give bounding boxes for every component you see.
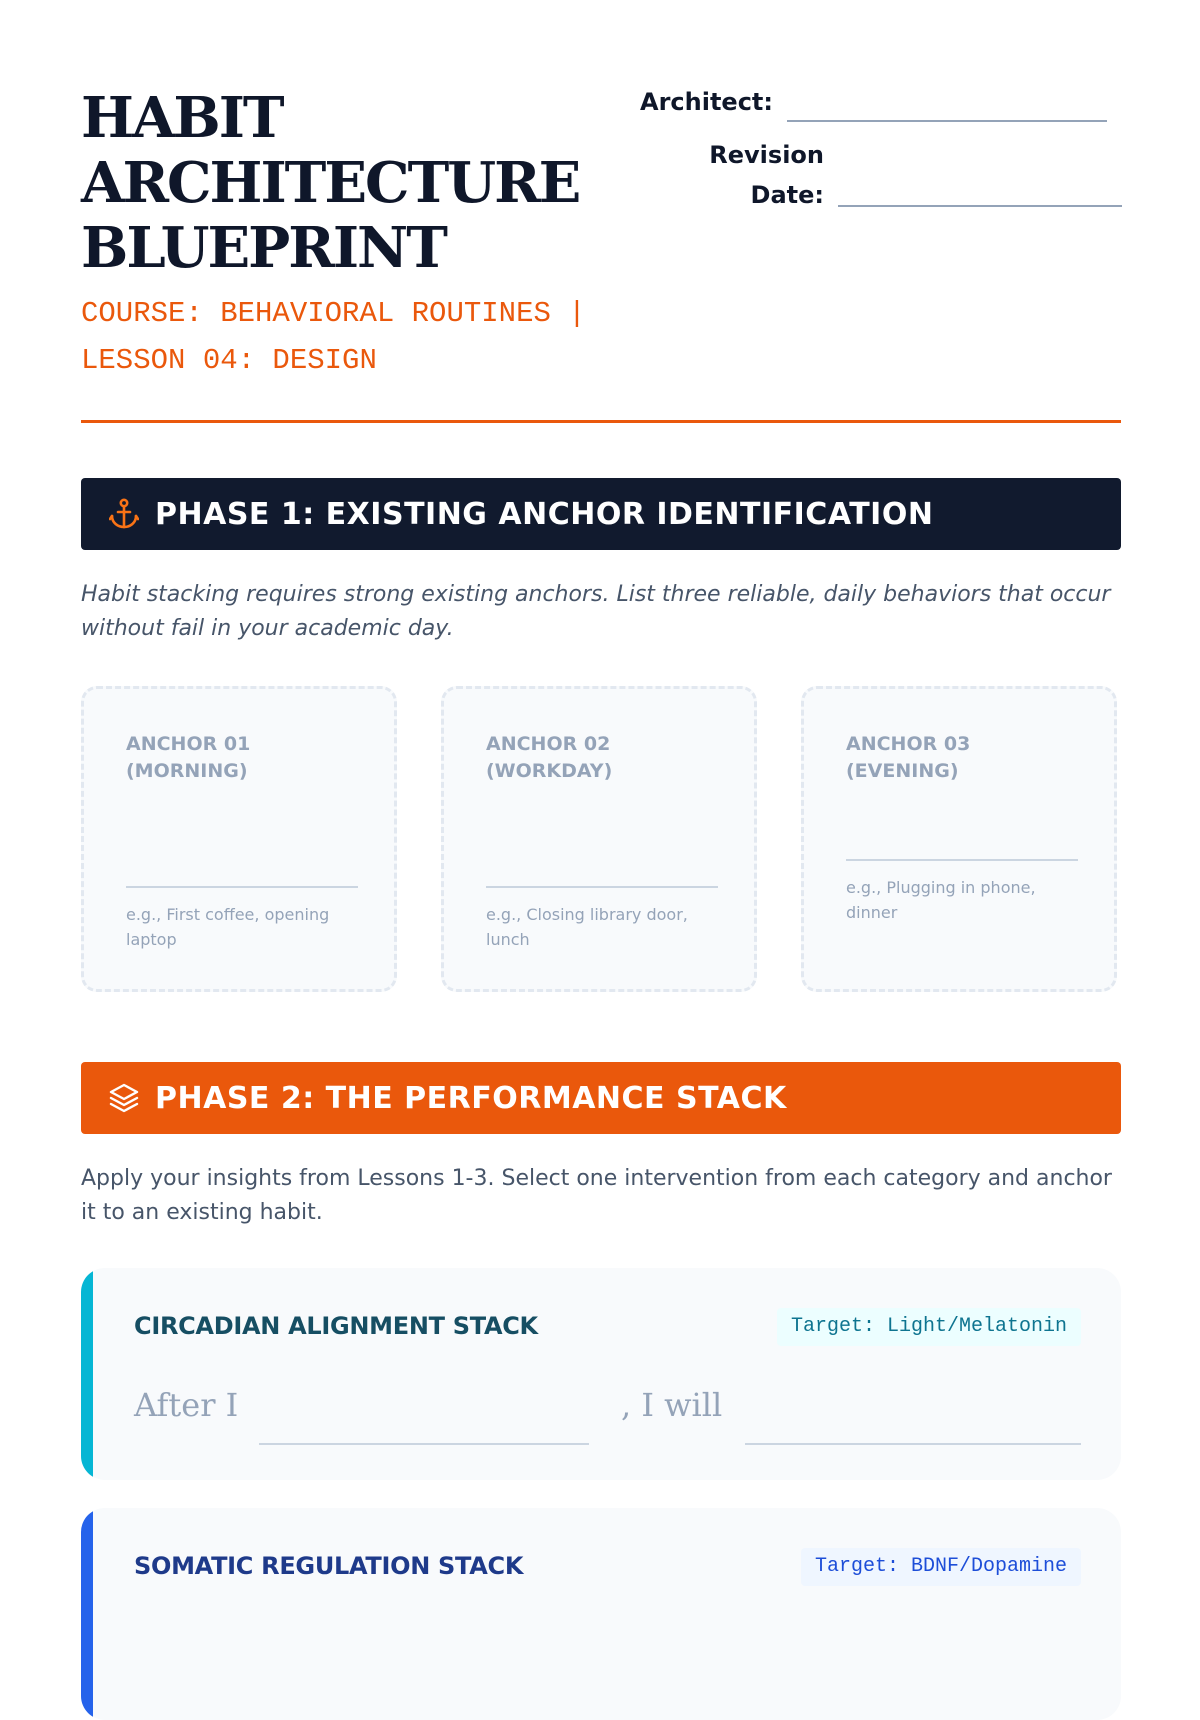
course-line: COURSE: BEHAVIORAL ROUTINES | <box>81 297 586 330</box>
stack-target-badge: Target: Light/Melatonin <box>777 1308 1081 1346</box>
anchor-label: ANCHOR 03 (EVENING) <box>846 733 971 782</box>
anchor-card <box>801 686 1117 992</box>
phase-2-header <box>81 1062 1121 1134</box>
phase-2-description: Apply your insights from Lessons 1-3. Select one intervention from each category and anchor it to an existing habit. <box>81 1166 1112 1225</box>
anchor-label: ANCHOR 01 (MORNING) <box>126 733 251 782</box>
architect-label: Architect: <box>640 88 773 116</box>
anchor-hint: e.g., Closing library door, lunch <box>486 905 688 949</box>
revision-label-line: Revision <box>709 141 824 169</box>
phase-2-title: PHASE 2: THE PERFORMANCE STACK <box>155 1080 787 1116</box>
layers-icon <box>107 1081 141 1115</box>
stack-title: CIRCADIAN ALIGNMENT STACK <box>134 1312 538 1340</box>
anchor-card <box>81 686 397 992</box>
phase-1-description: Habit stacking requires strong existing anchors. List three reliable, daily behaviors that occur without fail in your academic day. <box>81 582 1111 641</box>
revision-date-row <box>700 135 1122 215</box>
revision-label-line: Date: <box>750 181 824 209</box>
will-label: , I will <box>621 1386 723 1424</box>
anchor-input-line[interactable] <box>846 859 1078 861</box>
course-subtitle <box>81 290 641 384</box>
anchor-input-line[interactable] <box>126 886 358 888</box>
stack-card-somatic <box>81 1508 1121 1720</box>
phase-1-title: PHASE 1: EXISTING ANCHOR IDENTIFICATION <box>155 496 934 532</box>
anchor-input-line[interactable] <box>486 886 718 888</box>
revision-date-label <box>700 135 824 215</box>
new-habit-field[interactable] <box>745 1443 1081 1445</box>
architect-field[interactable] <box>787 120 1107 122</box>
stack-title: SOMATIC REGULATION STACK <box>134 1552 524 1580</box>
anchor-hint: e.g., Plugging in phone, dinner <box>846 878 1036 922</box>
architect-row <box>640 82 1107 122</box>
header-divider <box>81 420 1121 423</box>
page-title <box>81 86 601 281</box>
anchor-label: ANCHOR 02 (WORKDAY) <box>486 733 613 782</box>
phase-1-header <box>81 478 1121 550</box>
stack-card-circadian <box>81 1268 1121 1480</box>
stack-target-badge: Target: BDNF/Dopamine <box>801 1548 1081 1586</box>
course-line: LESSON 04: DESIGN <box>81 344 377 377</box>
after-label: After I <box>134 1386 239 1424</box>
revision-date-field[interactable] <box>838 205 1122 207</box>
stack-accent-bar <box>81 1268 93 1480</box>
anchor-hint: e.g., First coffee, opening laptop <box>126 905 330 949</box>
anchor-icon <box>107 497 141 531</box>
anchor-habit-field[interactable] <box>259 1443 589 1445</box>
stack-accent-bar <box>81 1508 93 1720</box>
title-line: BLUEPRINT <box>81 215 446 281</box>
title-line: HABIT <box>81 85 283 151</box>
title-line: ARCHITECTURE <box>81 150 580 216</box>
anchor-card <box>441 686 757 992</box>
